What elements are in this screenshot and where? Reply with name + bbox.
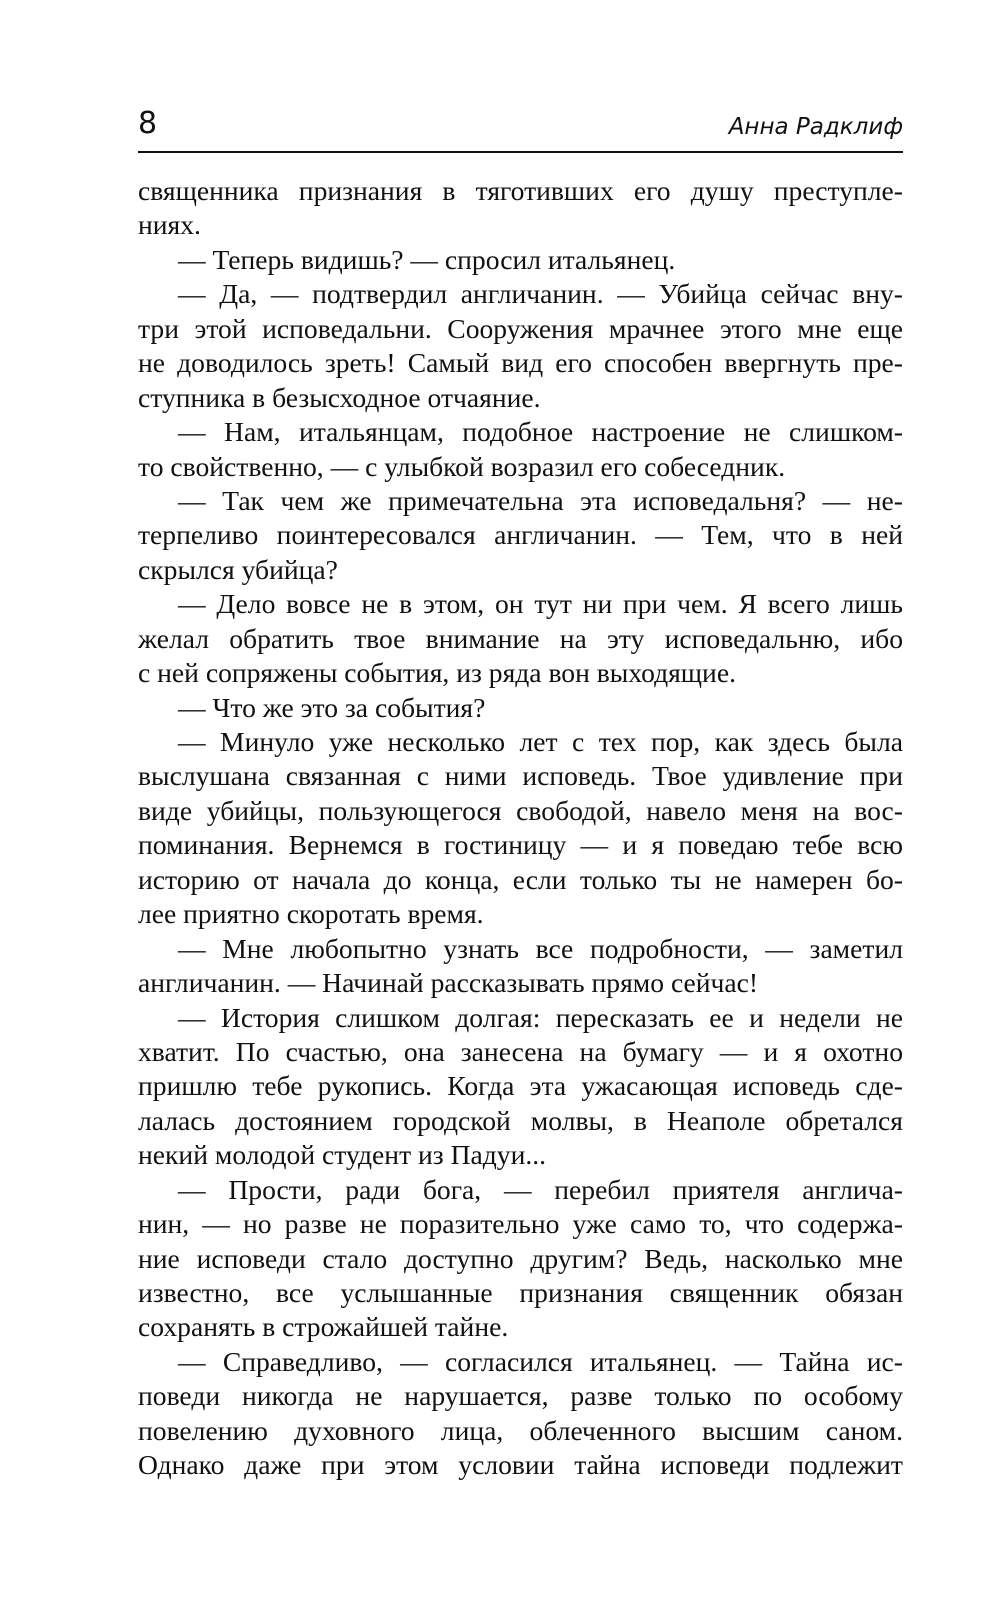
text-line: — Так чем же примечательна эта исповедальня? — не- <box>178 484 903 516</box>
text-line: — Теперь видишь? — спросил итальянец. <box>178 243 676 275</box>
text-line: скрылся убийца? <box>138 553 338 585</box>
text-line: хватит. По счастью, она занесена на бумагу — и я охотно <box>138 1035 903 1067</box>
text-line: нин, — но разве не поразительно уже само то, что содержа- <box>138 1208 903 1240</box>
text-line: ниях. <box>138 209 201 241</box>
text-line: ступника в безысходное отчаяние. <box>138 381 541 413</box>
text-line: — Прости, ради бога, — перебил приятеля англича- <box>178 1173 903 1205</box>
text-line: — Минуло уже несколько лет с тех пор, как здесь была <box>178 726 903 757</box>
text-line: англичанин. — Начинай рассказывать прямо сейчас! <box>138 967 759 999</box>
text-line: пришлю тебе рукопись. Когда эта ужасающая исповедь сде- <box>138 1070 903 1102</box>
text-line: — Справедливо, — согласился итальянец. — Тайна ис- <box>178 1345 903 1377</box>
text-line: Однако даже при этом условии тайна исповеди подлежит <box>138 1449 903 1481</box>
text-line: — История слишком долгая: пересказать ее и недели не <box>178 1001 903 1033</box>
text-line: сохранять в строжайшей тайне. <box>138 1311 509 1343</box>
text-line: желал обратить твое внимание на эту исповедальню, ибо <box>138 622 903 654</box>
text-line: поведи никогда не нарушается, разве только по особому <box>138 1380 903 1412</box>
text-line: — Нам, итальянцам, подобное настроение не слишком- <box>178 416 903 448</box>
body-text <box>138 174 903 1483</box>
text-line: лее приятно скоротать время. <box>138 898 484 930</box>
text-line: — Что же это за события? <box>178 691 486 723</box>
text-line: — Дело вовсе не в этом, он тут ни при чем. Я всего лишь <box>178 588 903 620</box>
text-line: три этой исповедальни. Сооружения мрачнее этого мне еще <box>138 312 903 344</box>
text-line: некий молодой студент из Падуи... <box>138 1139 547 1171</box>
text-line: — Мне любопытно узнать все подробности, — заметил <box>178 932 903 964</box>
running-head <box>138 102 903 150</box>
text-line: — Да, — подтвердил англичанин. — Убийца сейчас вну- <box>178 278 903 310</box>
page-number: 8 <box>138 106 158 141</box>
text-line: повелению духовного лица, облеченного высшим саном. <box>138 1414 903 1446</box>
text-line: с ней сопряжены события, из ряда вон выходящие. <box>138 657 736 689</box>
text-line: терпеливо поинтересовался англичанин. — Тем, что в ней <box>138 519 903 551</box>
text-line: историю от начала до конца, если только ты не намерен бо- <box>138 863 903 895</box>
text-line: не доводилось зреть! Самый вид его способен ввергнуть пре- <box>138 347 903 379</box>
text-line: известно, все услышанные признания священник обязан <box>138 1277 903 1308</box>
running-head-author: Анна Радклиф <box>728 114 903 140</box>
text-line: поминания. Вернемся в гостиницу — и я поведаю тебе всю <box>138 829 903 861</box>
text-line: то свойственно, — с улыбкой возразил его собеседник. <box>138 450 786 482</box>
text-line: виде убийцы, пользующегося свободой, навело меня на вос- <box>138 794 903 826</box>
text-line: выслушана связанная с ними исповедь. Твое удивление при <box>138 760 903 792</box>
text-line: ние исповеди стало доступно другим? Ведь, насколько мне <box>138 1242 903 1274</box>
header-rule <box>138 151 903 153</box>
text-line: лалась достоянием городской молвы, в Неаполе обретался <box>138 1104 903 1136</box>
text-line: священника признания в тяготивших его душу преступле- <box>138 175 903 206</box>
